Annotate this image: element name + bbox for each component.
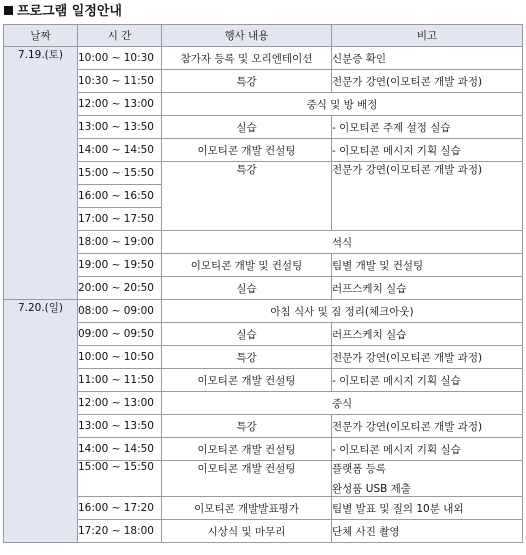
merged-cell: 중식 및 방 배정 — [162, 93, 523, 116]
event-cell: 특강 — [162, 415, 332, 438]
note-cell: 러프스케치 실습 — [332, 277, 523, 300]
time-cell: 10:30 ~ 11:50 — [78, 70, 162, 93]
time-cell: 20:00 ~ 20:50 — [78, 277, 162, 300]
note-cell: 팀별 개발 및 컨설팅 — [332, 254, 523, 277]
time-cell: 14:00 ~ 14:50 — [78, 438, 162, 461]
time-cell: 16:00 ~ 16:50 — [78, 185, 162, 208]
table-row — [4, 300, 523, 323]
page-title — [4, 3, 122, 21]
note-cell: - 이모티콘 메시지 기획 실습 — [332, 369, 523, 392]
event-cell: 실습 — [162, 277, 332, 300]
note-cell: 단체 사진 촬영 — [332, 520, 523, 543]
event-cell: 참가자 등록 및 오리엔테이션 — [162, 47, 332, 70]
note-cell: - 이모티콘 주제 설정 실습 — [332, 116, 523, 139]
event-cell: 실습 — [162, 116, 332, 139]
header-row — [4, 25, 523, 47]
note-cell: 신분증 확인 — [332, 47, 523, 70]
table-row — [4, 254, 523, 277]
event-cell: 이모티콘 개발발표평가 — [162, 497, 332, 520]
event-cell: 특강 — [162, 162, 332, 231]
table-row — [4, 47, 523, 70]
time-cell: 18:00 ~ 19:00 — [78, 231, 162, 254]
time-cell: 10:00 ~ 10:30 — [78, 47, 162, 70]
note-line: 플랫폼 등록 — [332, 463, 387, 475]
time-cell: 12:00 ~ 13:00 — [78, 93, 162, 116]
time-cell: 13:00 ~ 13:50 — [78, 116, 162, 139]
time-cell: 17:00 ~ 17:50 — [78, 208, 162, 231]
time-cell: 16:00 ~ 17:20 — [78, 497, 162, 520]
table-row — [4, 438, 523, 461]
table-row — [4, 497, 523, 520]
time-cell: 11:00 ~ 11:50 — [78, 369, 162, 392]
note-cell: - 이모티콘 메시지 기획 실습 — [332, 139, 523, 162]
event-cell: 특강 — [162, 346, 332, 369]
time-cell: 15:00 ~ 15:50 — [78, 461, 162, 497]
event-cell: 이모티콘 개발 및 컨설팅 — [162, 254, 332, 277]
table-row — [4, 415, 523, 438]
time-cell: 12:00 ~ 13:00 — [78, 392, 162, 415]
table-row — [4, 346, 523, 369]
time-cell: 10:00 ~ 10:50 — [78, 346, 162, 369]
date-cell: 7.20.(일) — [4, 300, 78, 543]
table-row — [4, 70, 523, 93]
note-cell — [332, 461, 523, 497]
header-note: 비고 — [332, 25, 523, 47]
schedule-table — [3, 24, 523, 543]
time-cell: 19:00 ~ 19:50 — [78, 254, 162, 277]
note-cell: 전문가 강연(이모티콘 개발 과정) — [332, 346, 523, 369]
time-cell: 09:00 ~ 09:50 — [78, 323, 162, 346]
header-time: 시 간 — [78, 25, 162, 47]
event-cell: 시상식 및 마무리 — [162, 520, 332, 543]
note-cell: 전문가 강연(이모티콘 개발 과정) — [332, 70, 523, 93]
time-cell: 08:00 ~ 09:00 — [78, 300, 162, 323]
table-row — [4, 369, 523, 392]
header-event: 행사 내용 — [162, 25, 332, 47]
time-cell: 14:00 ~ 14:50 — [78, 139, 162, 162]
event-cell: 실습 — [162, 323, 332, 346]
table-row — [4, 323, 523, 346]
note-cell: 전문가 강연(이모티콘 개발 과정) — [332, 162, 523, 231]
note-cell: 전문가 강연(이모티콘 개발 과정) — [332, 415, 523, 438]
table-row — [4, 277, 523, 300]
time-cell: 13:00 ~ 13:50 — [78, 415, 162, 438]
event-cell: 이모티콘 개발 컨설팅 — [162, 139, 332, 162]
table-row — [4, 93, 523, 116]
note-cell: 팀별 발표 및 질의 10분 내외 — [332, 497, 523, 520]
merged-cell: 중식 — [162, 392, 523, 415]
table-row — [4, 520, 523, 543]
merged-cell: 석식 — [162, 231, 523, 254]
event-cell: 이모티콘 개발 컨설팅 — [162, 438, 332, 461]
header-date: 날짜 — [4, 25, 78, 47]
time-cell: 15:00 ~ 15:50 — [78, 162, 162, 185]
note-line: 완성품 USB 제출 — [332, 483, 411, 495]
date-cell: 7.19.(토) — [4, 47, 78, 300]
table-row — [4, 231, 523, 254]
table-row — [4, 162, 523, 185]
table-row — [4, 116, 523, 139]
event-cell: 이모티콘 개발 컨설팅 — [162, 369, 332, 392]
note-cell: 러프스케치 실습 — [332, 323, 523, 346]
event-cell: 이모티콘 개발 컨설팅 — [162, 461, 332, 497]
merged-cell: 아침 식사 및 짐 정리(체크아웃) — [162, 300, 523, 323]
event-cell: 특강 — [162, 70, 332, 93]
time-cell: 17:20 ~ 18:00 — [78, 520, 162, 543]
table-row — [4, 392, 523, 415]
note-cell: - 이모티콘 메시지 기획 실습 — [332, 438, 523, 461]
table-row — [4, 139, 523, 162]
table-row — [4, 461, 523, 497]
title-text: 프로그램 일정안내 — [17, 4, 122, 19]
square-bullet-icon — [4, 6, 13, 15]
